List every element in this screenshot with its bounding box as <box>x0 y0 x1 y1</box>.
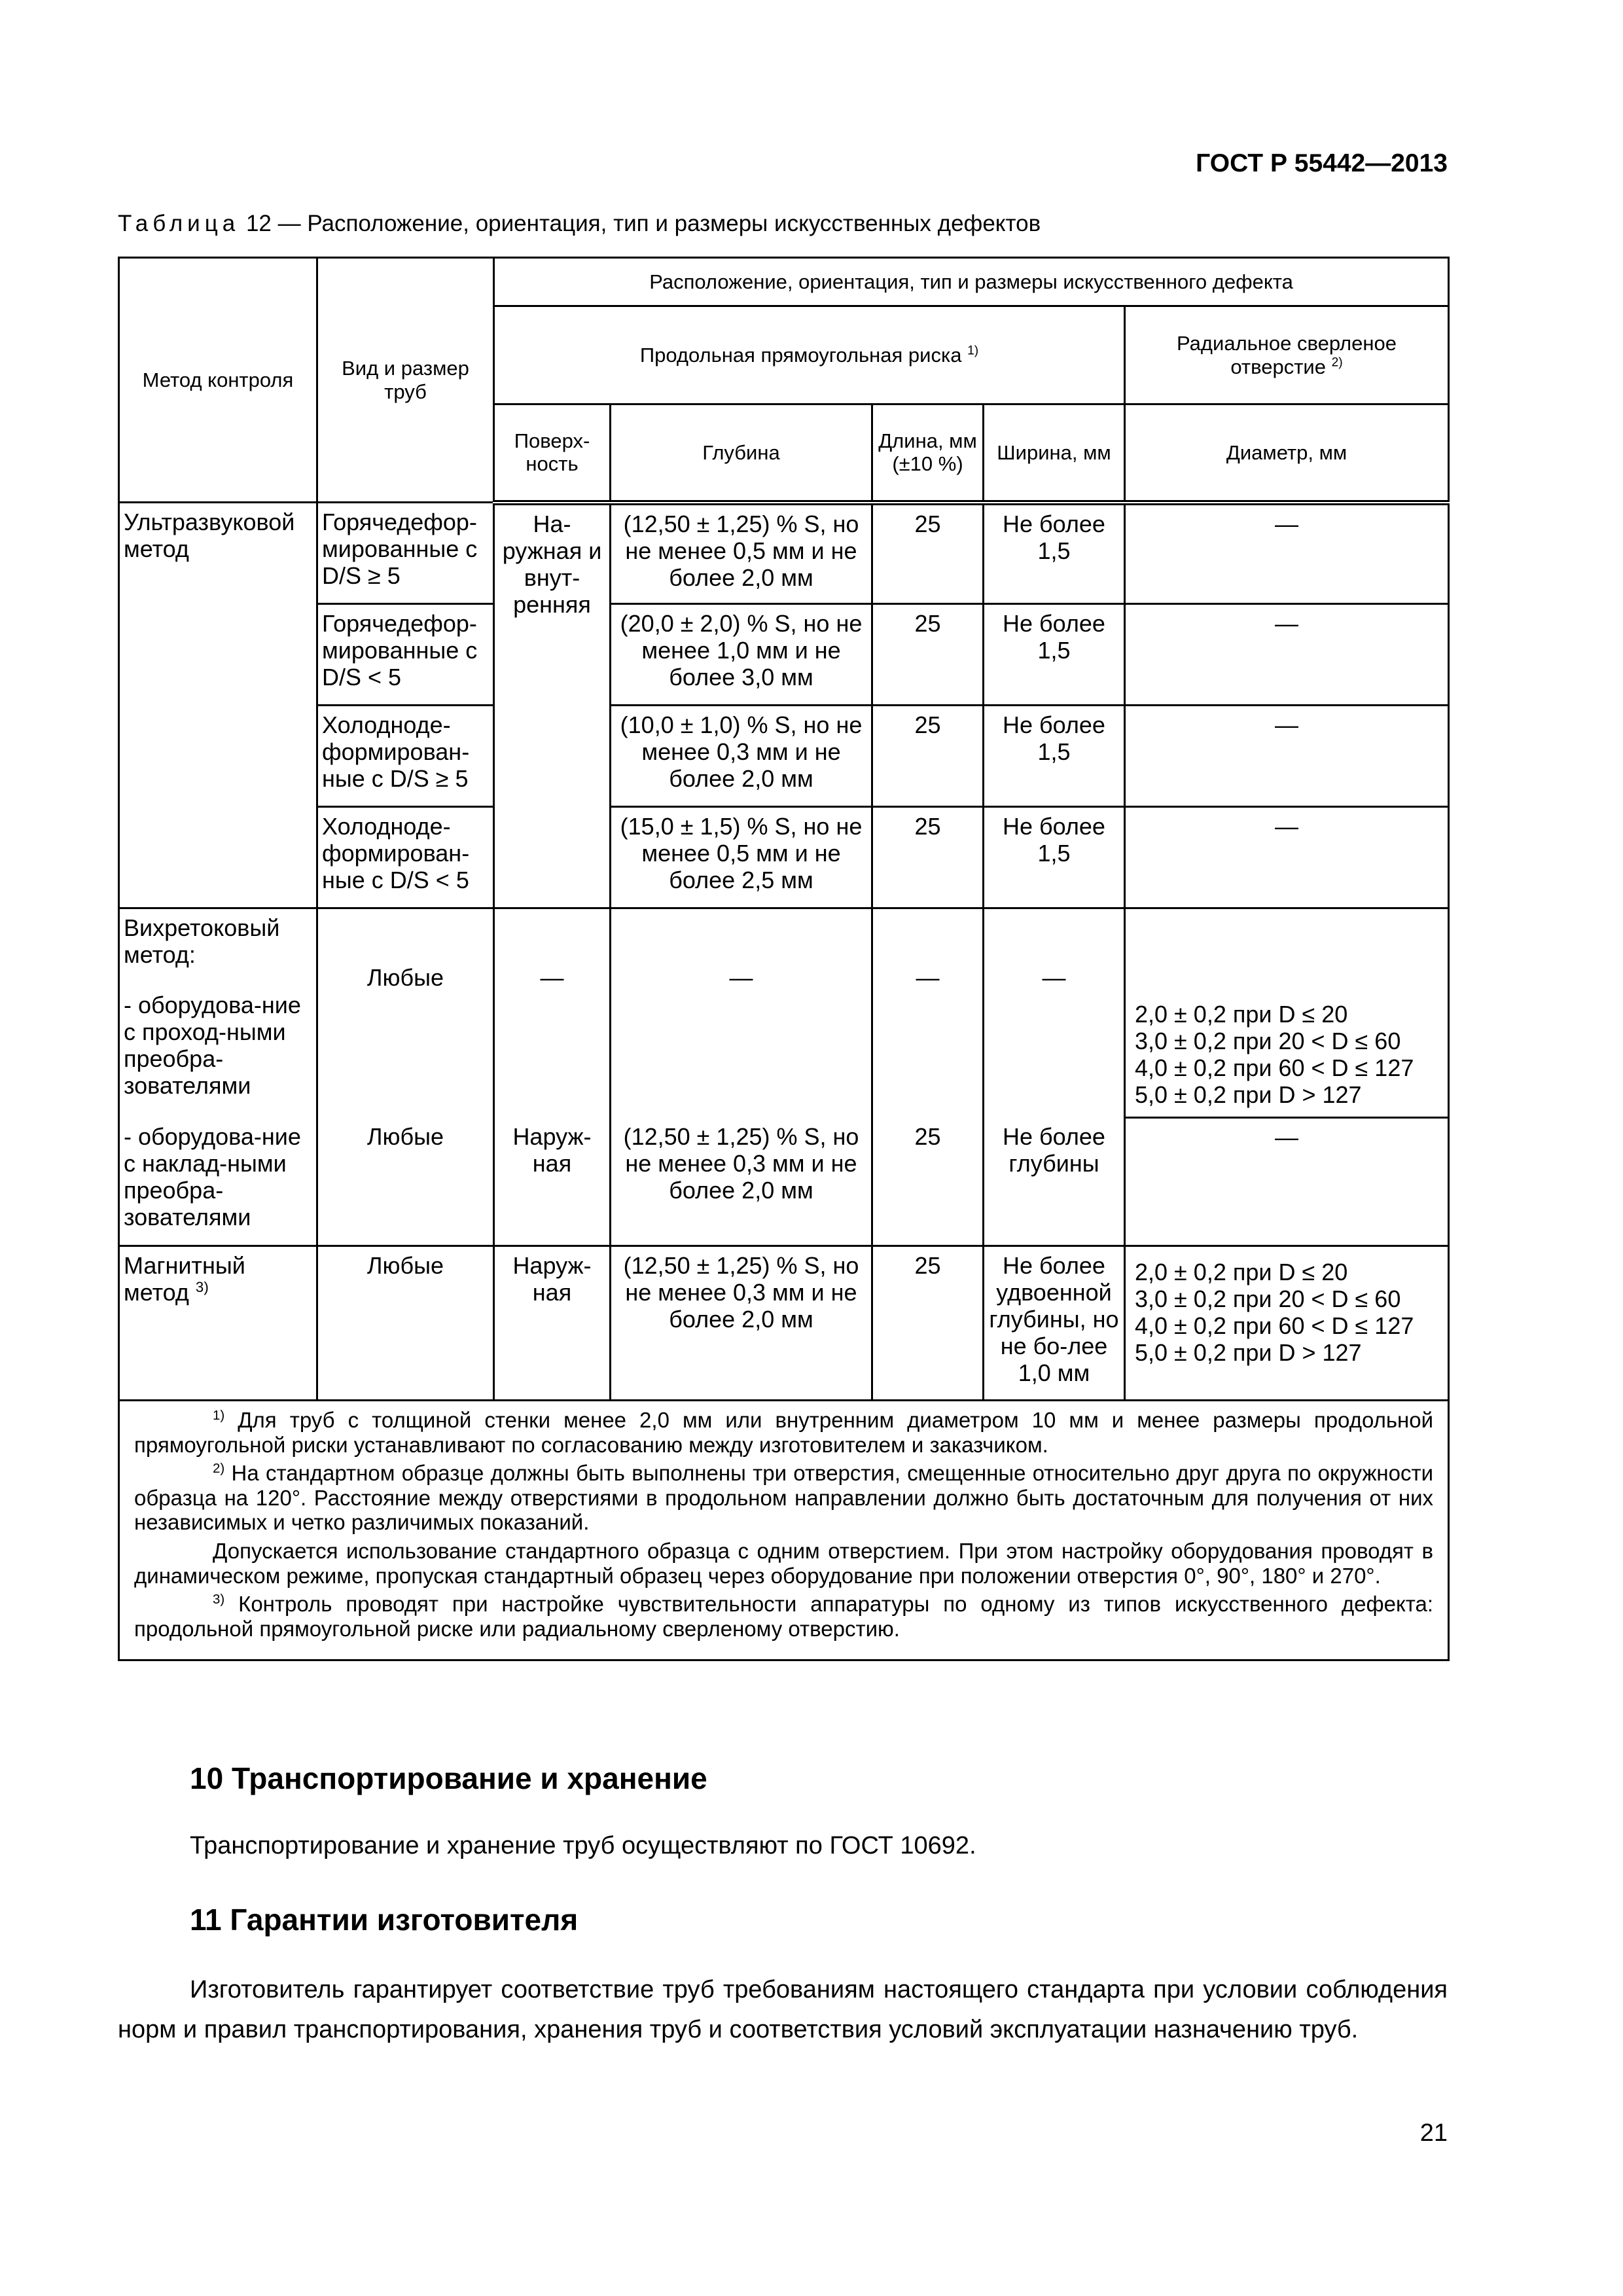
page-number: 21 <box>1419 2119 1448 2147</box>
diameter-line: 3,0 ± 0,2 при 20 < D ≤ 60 <box>1135 1285 1401 1313</box>
footnote-ref-3: 3) <box>195 1279 209 1296</box>
diameter-cell: — <box>1125 807 1449 908</box>
table-row <box>119 1246 1449 1401</box>
table-row <box>119 503 1449 604</box>
section-10-text: Транспортирование и хранение труб осуществляют по ГОСТ 10692. <box>190 1832 976 1859</box>
diameter-cell: — <box>1125 604 1449 706</box>
footnote-text: Для труб с толщиной стенки менее 2,0 мм или внутренним диаметром 10 мм и менее размеры продольной прямоугольной риски устанавливают по согласованию между изготовителем и заказчиком. <box>134 1408 1434 1457</box>
width-cell: Не более удвоенной глубины, но не бо-лее 1,0 мм <box>984 1246 1125 1401</box>
table-caption <box>118 211 1041 237</box>
table-row <box>119 1118 1449 1246</box>
table-row <box>119 706 1449 807</box>
footnote-text: Контроль проводят при настройке чувствительности аппаратуры по одному из типов искусственного дефекта: продольной прямоугольной риске или радиальному сверленому отверстию. <box>134 1592 1434 1641</box>
length-cell: 25 <box>872 807 984 908</box>
depth-value: — <box>729 964 753 991</box>
diameter-cell <box>1125 1246 1449 1401</box>
footnote-mark: 1) <box>213 1408 225 1423</box>
width-cell <box>984 908 1125 1118</box>
table-row <box>119 604 1449 706</box>
width-cell: Не более 1,5 <box>984 604 1125 706</box>
footnote <box>134 1592 1433 1641</box>
header-depth: Глубина <box>611 404 872 503</box>
surface-value: — <box>540 964 564 991</box>
depth-cell: (20,0 ± 2,0) % S, но не менее 1,0 мм и не более 3,0 мм <box>611 604 872 706</box>
width-cell: Не более глубины <box>984 1118 1125 1246</box>
diameter-cell <box>1125 908 1449 1118</box>
header-radial-hole-text: Радиальное сверленое отверстие <box>1177 332 1397 378</box>
surface-cell: Наруж-ная <box>494 1246 611 1401</box>
length-cell: 25 <box>872 1118 984 1246</box>
length-cell <box>872 908 984 1118</box>
footnote-ref-1: 1) <box>967 344 979 358</box>
diameter-line: 4,0 ± 0,2 при 60 < D ≤ 127 <box>1135 1312 1414 1340</box>
footnote-text: На стандартном образце должны быть выполнены три отверстия, смещенные относительно друг друга по окружности образца на 120°. Расстояние между отверстиями в продольном направлении должно быть достаточным для получения от них независимых и четко различимых показаний. <box>134 1461 1434 1535</box>
pipe-type-value: Любые <box>366 964 444 991</box>
depth-cell: (12,50 ± 1,25) % S, но не менее 0,3 мм и не более 2,0 мм <box>611 1246 872 1401</box>
header-longitudinal-text: Продольная прямоугольная риска <box>639 343 962 367</box>
header-method: Метод контроля <box>119 258 317 503</box>
pipe-type-cell: Холодноде-формирован-ные с D/S < 5 <box>317 807 494 908</box>
footnote-text: Допускается использование стандартного образца с одним отверстием. При этом настройку оборудования проводят в динамическом режиме, пропуская стандартный образец через оборудование при положении отверстия 0°, 90°, 180° и 270°. <box>134 1539 1434 1588</box>
footnote-mark: 3) <box>213 1592 225 1607</box>
table-row <box>119 908 1449 1118</box>
depth-cell: (12,50 ± 1,25) % S, но не менее 0,3 мм и не более 2,0 мм <box>611 1118 872 1246</box>
length-value: — <box>916 964 940 991</box>
table-caption-label: Таблица <box>118 211 240 236</box>
diameter-line: 4,0 ± 0,2 при 60 < D ≤ 127 <box>1135 1054 1414 1082</box>
width-value: — <box>1042 964 1066 991</box>
table-notes-row <box>119 1401 1449 1660</box>
table-footnotes <box>119 1401 1449 1660</box>
document-designation: ГОСТ Р 55442—2013 <box>1196 149 1448 177</box>
table-caption-text: 12 — Расположение, ориентация, тип и размеры искусственных дефектов <box>240 211 1041 236</box>
footnote-ref-2: 2) <box>1331 355 1343 370</box>
width-cell: Не более 1,5 <box>984 503 1125 604</box>
pipe-type-cell: Горячедефор-мированные с D/S ≥ 5 <box>317 503 494 604</box>
footnote <box>134 1461 1433 1535</box>
method-eddy-sub2: - оборудова-ние с наклад-ными преобра-зователями <box>119 1118 317 1246</box>
section-10-title: 10 Транспортирование и хранение <box>190 1761 707 1795</box>
header-pipe-type: Вид и размер труб <box>317 258 494 503</box>
depth-cell: (10,0 ± 1,0) % S, но не менее 0,3 мм и не более 2,0 мм <box>611 706 872 807</box>
method-eddy <box>119 908 317 1118</box>
surface-cell: Наруж-ная <box>494 1118 611 1246</box>
length-cell: 25 <box>872 1246 984 1401</box>
length-cell: 25 <box>872 503 984 604</box>
diameter-line: 3,0 ± 0,2 при 20 < D ≤ 60 <box>1135 1028 1401 1055</box>
method-eddy-title: Вихретоковый метод: <box>124 914 280 969</box>
diameter-line: 5,0 ± 0,2 при D > 127 <box>1135 1339 1362 1367</box>
header-surface: Поверх-ность <box>494 404 611 503</box>
width-cell: Не более 1,5 <box>984 807 1125 908</box>
length-cell: 25 <box>872 604 984 706</box>
pipe-type-cell: Любые <box>317 1118 494 1246</box>
pipe-type-cell: Горячедефор-мированные с D/S < 5 <box>317 604 494 706</box>
diameter-cell: — <box>1125 706 1449 807</box>
depth-cell <box>611 908 872 1118</box>
diameter-line: 5,0 ± 0,2 при D > 127 <box>1135 1081 1362 1109</box>
length-cell: 25 <box>872 706 984 807</box>
surface-cell <box>494 908 611 1118</box>
header-longitudinal <box>494 306 1125 404</box>
pipe-type-cell <box>317 908 494 1118</box>
diameter-line: 2,0 ± 0,2 при D ≤ 20 <box>1135 1001 1348 1028</box>
method-magnetic-text: Магнитный метод <box>124 1252 245 1306</box>
footnote-mark: 2) <box>213 1461 225 1477</box>
header-radial-hole <box>1125 306 1449 404</box>
pipe-type-cell: Любые <box>317 1246 494 1401</box>
defects-table <box>118 257 1450 1661</box>
diameter-cell: — <box>1125 1118 1449 1246</box>
footnote <box>134 1539 1433 1588</box>
surface-cell: На-ружная и внут-ренняя <box>494 503 611 908</box>
depth-cell: (15,0 ± 1,5) % S, но не менее 0,5 мм и не более 2,5 мм <box>611 807 872 908</box>
section-11-title: 11 Гарантии изготовителя <box>190 1903 579 1937</box>
diameter-line: 2,0 ± 0,2 при D ≤ 20 <box>1135 1259 1348 1285</box>
table-row <box>119 807 1449 908</box>
footnote <box>134 1408 1433 1457</box>
method-magnetic <box>119 1246 317 1401</box>
header-length: Длина, мм (±10 %) <box>872 404 984 503</box>
pipe-type-cell: Холодноде-формирован-ные с D/S ≥ 5 <box>317 706 494 807</box>
method-eddy-sub1: - оборудова-ние с проход-ными преобра-зователями <box>124 992 301 1100</box>
depth-cell: (12,50 ± 1,25) % S, но не менее 0,5 мм и не более 2,0 мм <box>611 503 872 604</box>
method-ultrasonic: Ультразвуковой метод <box>119 503 317 908</box>
header-width: Ширина, мм <box>984 404 1125 503</box>
header-defect-group: Расположение, ориентация, тип и размеры искусственного дефекта <box>494 258 1449 306</box>
header-diameter: Диаметр, мм <box>1125 404 1449 503</box>
width-cell: Не более 1,5 <box>984 706 1125 807</box>
diameter-cell: — <box>1125 503 1449 604</box>
section-11-text: Изготовитель гарантирует соответствие труб требованиям настоящего стандарта при условии соблюдения норм и правил транспортирования, хранения труб и соответствия условий эксплуатации назначению труб. <box>118 1976 1448 2043</box>
